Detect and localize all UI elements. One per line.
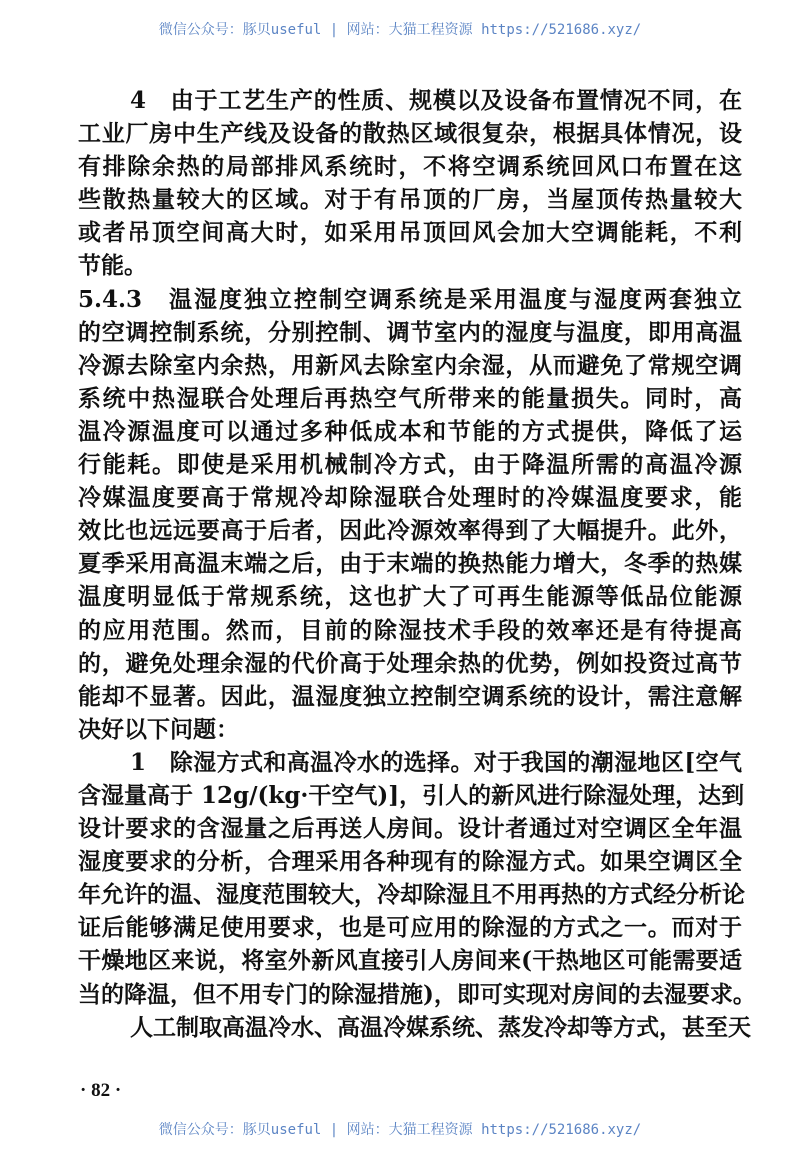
text-line: 年允许的温、湿度范围较大，冷却除湿且不用再热的方式经分析论 xyxy=(78,881,745,909)
text-line: 含湿量高于 12g/(kg·干空气)]，引人的新风进行除湿处理，达到 xyxy=(78,781,745,809)
text-line: 干燥地区来说，将室外新风直接引人房间来(干热地区可能需要适 xyxy=(78,947,742,975)
text-line: 4 由于工艺生产的性质、规模以及设备布置情况不同，在 xyxy=(130,87,742,114)
text-line: 人工制取高温冷水、高温冷媒系统、蒸发冷却等方式，甚至天 xyxy=(130,1013,751,1041)
text-line: 些散热量较大的区域。对于有吊顶的厂房，当屋顶传热量较大 xyxy=(78,186,742,214)
text-line: 节能。 xyxy=(78,252,147,280)
text-line: 1 除湿方式和高温冷水的选择。对于我国的潮湿地区[空气 xyxy=(130,748,742,776)
paragraph xyxy=(78,84,742,283)
text-line: 或者吊顶空间高大时，如采用吊顶回风会加大空调能耗，不利 xyxy=(78,219,742,247)
text-line: 冷源去除室内余热，用新风去除室内余湿，从而避免了常规空调 xyxy=(78,351,742,379)
paragraph xyxy=(78,1011,751,1044)
text-line: 湿度要求的分析，合理采用各种现有的除湿方式。如果空调区全 xyxy=(78,848,742,876)
watermark-header: 微信公众号：豚贝useful | 网站：大猫工程资源 https://521686.xyz/ xyxy=(158,22,642,38)
text-line: 5.4.3 温湿度独立控制空调系统是采用温度与湿度两套独立 xyxy=(78,285,742,313)
text-line: 证后能够满足使用要求，也是可应用的除湿的方式之一。而对于 xyxy=(78,914,742,942)
paragraph xyxy=(78,283,742,746)
text-line: 的，避免处理余湿的代价高于处理余热的优势，例如投资过高节 xyxy=(78,649,742,677)
text-line: 温冷源温度可以通过多种低成本和节能的方式提供，降低了运 xyxy=(78,417,742,445)
document-body xyxy=(78,84,756,1044)
text-line: 的空调控制系统，分别控制、调节室内的湿度与温度，即用高温 xyxy=(78,318,742,346)
text-line: 设计要求的含湿量之后再送人房间。设计者通过对空调区全年温 xyxy=(78,815,742,843)
text-line: 系统中热湿联合处理后再热空气所带来的能量损失。同时，高 xyxy=(78,384,742,412)
paragraph xyxy=(78,746,756,1011)
text-line: 行能耗。即使是采用机械制冷方式，由于降温所需的高温冷源 xyxy=(78,451,742,479)
text-line: 的应用范围。然而，目前的除湿技术手段的效率还是有待提高 xyxy=(78,616,742,644)
text-line: 有排除余热的局部排风系统时，不将空调系统回风口布置在这 xyxy=(78,153,742,181)
text-line: 能却不显著。因此，温湿度独立控制空调系统的设计，需注意解 xyxy=(78,682,742,710)
watermark-footer: 微信公众号：豚贝useful | 网站：大猫工程资源 https://521686.xyz/ xyxy=(158,1122,642,1138)
text-line: 决好以下问题： xyxy=(78,715,239,743)
text-line: 温度明显低于常规系统，这也扩大了可再生能源等低品位能源 xyxy=(78,583,742,611)
text-line: 工业厂房中生产线及设备的散热区域很复杂，根据具体情况，设 xyxy=(78,120,742,148)
text-line: 当的降温，但不用专门的除湿措施)，即可实现对房间的去湿要求。 xyxy=(78,980,756,1008)
page-number: · 82 · xyxy=(80,1080,122,1101)
text-line: 效比也远远要高于后者，因此冷源效率得到了大幅提升。此外， xyxy=(78,517,742,545)
text-line: 冷媒温度要高于常规冷却除湿联合处理时的冷媒温度要求，能 xyxy=(78,484,742,512)
text-line: 夏季采用高温末端之后，由于末端的换热能力增大，冬季的热媒 xyxy=(78,550,742,578)
